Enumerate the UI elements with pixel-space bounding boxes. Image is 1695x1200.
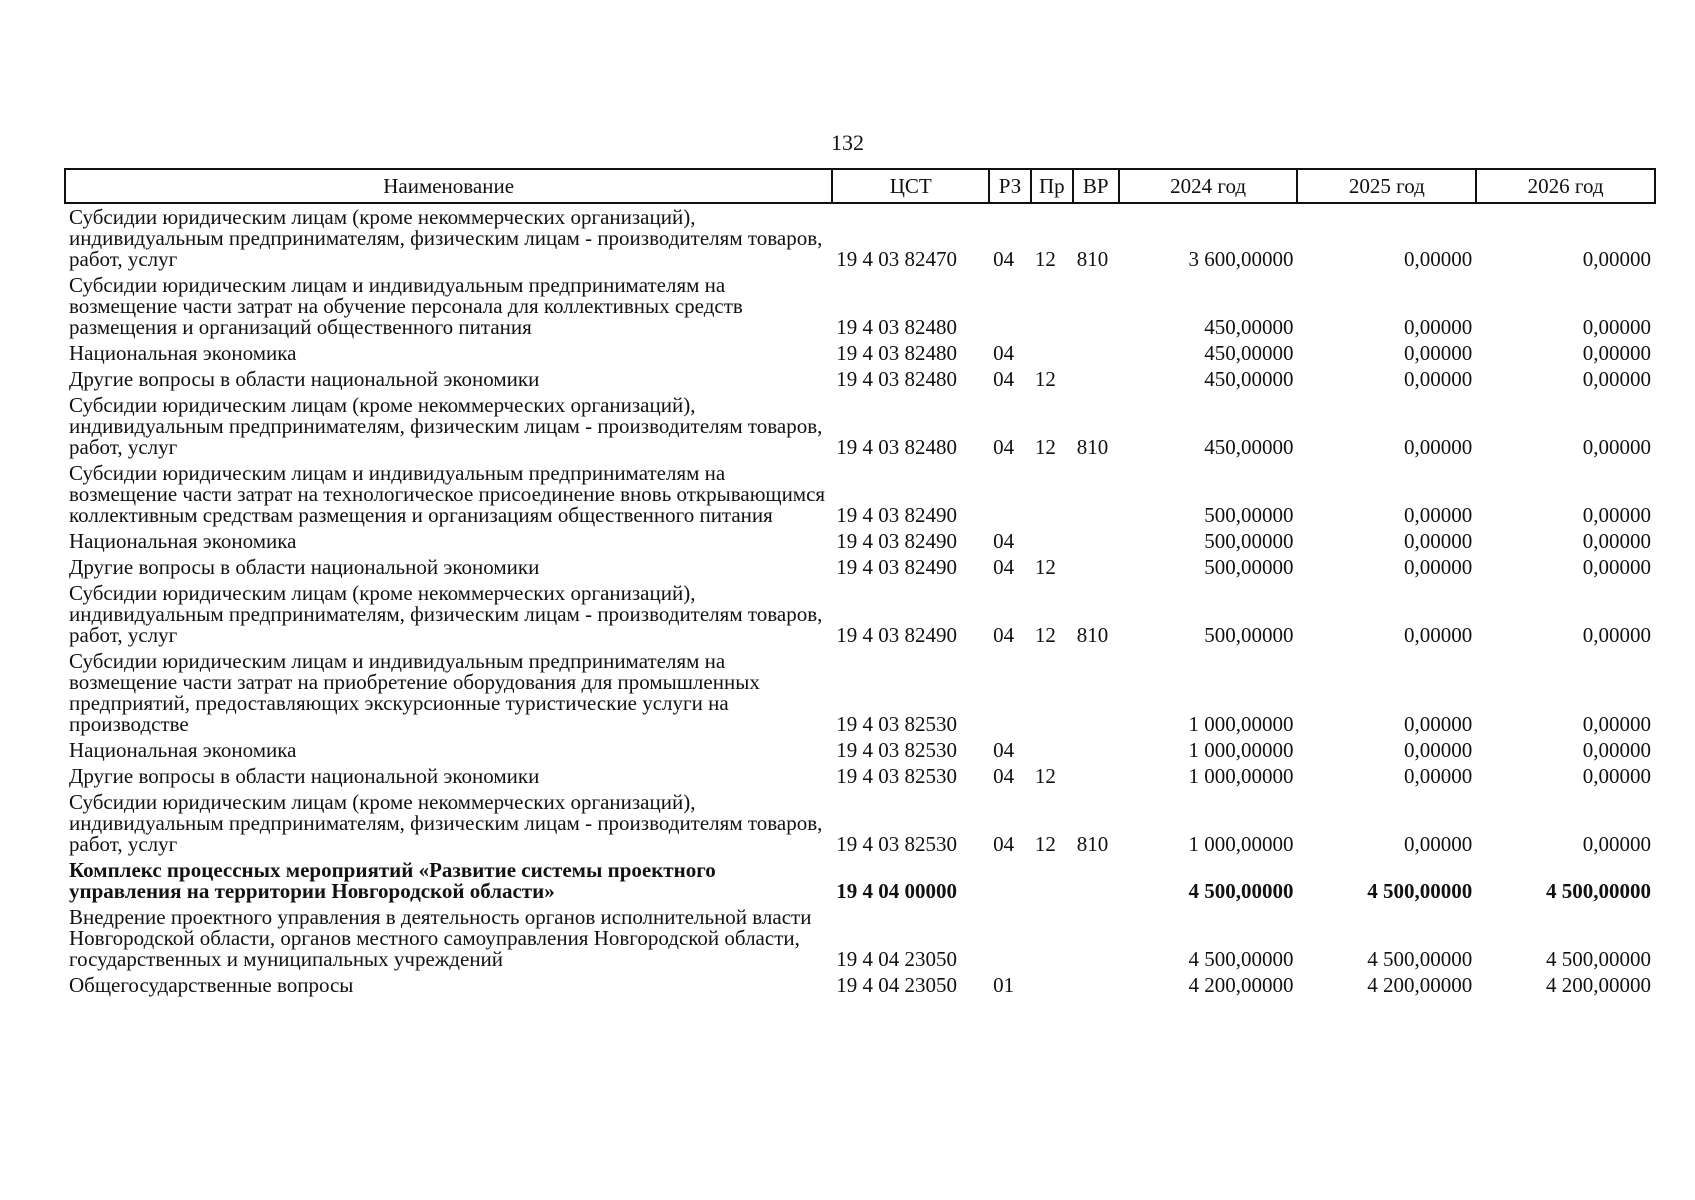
row-name: Национальная экономика (69, 529, 297, 553)
row-rz-code (989, 857, 1031, 904)
row-name: Национальная экономика (69, 738, 297, 762)
row-cst-code: 19 4 03 82490 (836, 555, 958, 579)
table-row (65, 737, 1655, 763)
row-vr-code (1073, 648, 1119, 737)
column-header-2025: 2025 год (1297, 169, 1476, 203)
row-amount-2024: 500,00000 (1204, 529, 1294, 553)
table-row (65, 460, 1655, 528)
row-cst-code: 19 4 03 82530 (836, 764, 958, 788)
row-amount-2026: 0,00000 (1582, 738, 1651, 762)
row-cst-code: 19 4 03 82480 (836, 341, 958, 365)
row-name: Общегосударственные вопросы (69, 973, 354, 997)
table-row (65, 857, 1655, 904)
table-row (65, 648, 1655, 737)
row-amount-2024: 4 200,00000 (1188, 973, 1294, 997)
row-vr-code (1073, 272, 1119, 340)
row-name: Субсидии юридическим лицам (кроме некоммерческих организаций), индивидуальным предпринимателям, физическим лицам - производителям товаров, работ, услуг (69, 790, 823, 856)
table-row (65, 528, 1655, 554)
row-name: Субсидии юридическим лицам (кроме некоммерческих организаций), индивидуальным предпринимателям, физическим лицам - производителям товаров, работ, услуг (69, 581, 823, 647)
row-cst-code: 19 4 03 82480 (836, 435, 958, 459)
row-cst-code: 19 4 03 82490 (836, 503, 958, 527)
row-name: Субсидии юридическим лицам и индивидуальным предпринимателям на возмещение части затрат на приобретение оборудования для промышленных предприятий, предоставляющих экскурсионные туристические услуги на производстве (69, 649, 760, 736)
column-header-name: Наименование (65, 169, 832, 203)
row-pr-code: 12 (1034, 555, 1056, 579)
row-amount-2026: 0,00000 (1582, 503, 1651, 527)
row-pr-code (1031, 737, 1073, 763)
row-amount-2024: 500,00000 (1204, 503, 1294, 527)
row-rz-code: 04 (993, 623, 1015, 647)
row-amount-2025: 0,00000 (1403, 367, 1473, 391)
row-pr-code: 12 (1034, 764, 1056, 788)
row-cst-code: 19 4 03 82480 (836, 315, 958, 339)
row-cst-code: 19 4 04 00000 (836, 879, 958, 903)
table-row (65, 203, 1655, 272)
row-amount-2026: 0,00000 (1582, 341, 1651, 365)
row-amount-2025: 4 500,00000 (1367, 879, 1473, 903)
row-name: Национальная экономика (69, 341, 297, 365)
row-pr-code (1031, 904, 1073, 972)
row-rz-code: 04 (993, 247, 1015, 271)
row-pr-code: 12 (1034, 623, 1056, 647)
row-vr-code: 810 (1076, 832, 1109, 856)
row-rz-code: 04 (993, 764, 1015, 788)
row-name: Комплекс процессных мероприятий «Развитие системы проектного управления на территории Новгородской области» (69, 858, 716, 903)
row-pr-code (1031, 272, 1073, 340)
row-cst-code: 19 4 03 82470 (836, 247, 958, 271)
row-vr-code (1073, 763, 1119, 789)
table-row (65, 554, 1655, 580)
row-amount-2025: 4 500,00000 (1367, 947, 1473, 971)
row-amount-2025: 0,00000 (1403, 832, 1473, 856)
row-name: Внедрение проектного управления в деятельность органов исполнительной власти Новгородской области, органов местного самоуправления Новгородской области, государственных и муниципальных учреждений (69, 905, 812, 971)
row-cst-code: 19 4 03 82530 (836, 832, 958, 856)
row-rz-code: 04 (993, 341, 1015, 365)
row-amount-2026: 0,00000 (1582, 367, 1651, 391)
row-cst-code: 19 4 03 82490 (836, 623, 958, 647)
row-vr-code (1073, 554, 1119, 580)
row-amount-2025: 0,00000 (1403, 341, 1473, 365)
row-rz-code: 04 (993, 529, 1015, 553)
row-amount-2025: 0,00000 (1403, 712, 1473, 736)
row-amount-2026: 0,00000 (1582, 623, 1651, 647)
row-amount-2025: 0,00000 (1403, 315, 1473, 339)
row-pr-code: 12 (1034, 832, 1056, 856)
row-amount-2024: 450,00000 (1204, 367, 1294, 391)
table-row (65, 392, 1655, 460)
row-vr-code (1073, 528, 1119, 554)
row-rz-code (989, 904, 1031, 972)
row-rz-code: 04 (993, 367, 1015, 391)
row-cst-code: 19 4 03 82480 (836, 367, 958, 391)
row-amount-2025: 0,00000 (1403, 503, 1473, 527)
row-amount-2026: 0,00000 (1582, 529, 1651, 553)
column-header-2026: 2026 год (1476, 169, 1655, 203)
table-row (65, 904, 1655, 972)
table-row (65, 272, 1655, 340)
row-amount-2024: 450,00000 (1204, 341, 1294, 365)
row-name: Другие вопросы в области национальной экономики (69, 555, 540, 579)
row-vr-code (1073, 972, 1119, 998)
row-pr-code (1031, 460, 1073, 528)
budget-table (64, 168, 1656, 998)
row-amount-2026: 0,00000 (1582, 712, 1651, 736)
row-pr-code (1031, 857, 1073, 904)
row-amount-2025: 0,00000 (1403, 435, 1473, 459)
column-header-2024: 2024 год (1119, 169, 1298, 203)
row-pr-code: 12 (1034, 367, 1056, 391)
table-row (65, 763, 1655, 789)
page-number: 132 (831, 130, 864, 155)
row-amount-2024: 450,00000 (1204, 315, 1294, 339)
row-cst-code: 19 4 04 23050 (836, 973, 958, 997)
row-cst-code: 19 4 03 82490 (836, 529, 958, 553)
row-name: Субсидии юридическим лицам и индивидуальным предпринимателям на возмещение части затрат на технологическое присоединение вновь открывающимся коллективным средствам размещения и организациям общественного питания (69, 461, 826, 527)
row-name: Другие вопросы в области национальной экономики (69, 367, 540, 391)
row-name: Другие вопросы в области национальной экономики (69, 764, 540, 788)
row-vr-code: 810 (1076, 623, 1109, 647)
row-amount-2026: 0,00000 (1582, 435, 1651, 459)
row-amount-2025: 4 200,00000 (1367, 973, 1473, 997)
row-vr-code (1073, 737, 1119, 763)
column-header-vr: ВР (1073, 169, 1119, 203)
row-amount-2024: 1 000,00000 (1188, 764, 1294, 788)
row-amount-2026: 0,00000 (1582, 764, 1651, 788)
table-header-row (65, 169, 1655, 203)
row-amount-2024: 500,00000 (1204, 623, 1294, 647)
row-amount-2026: 4 500,00000 (1546, 879, 1651, 903)
row-amount-2024: 4 500,00000 (1188, 879, 1294, 903)
table-row (65, 366, 1655, 392)
row-rz-code: 01 (993, 973, 1015, 997)
row-vr-code (1073, 366, 1119, 392)
row-pr-code: 12 (1034, 247, 1056, 271)
row-amount-2024: 1 000,00000 (1188, 712, 1294, 736)
row-vr-code (1073, 857, 1119, 904)
row-rz-code (989, 460, 1031, 528)
row-vr-code: 810 (1076, 435, 1109, 459)
row-vr-code (1073, 460, 1119, 528)
row-rz-code: 04 (993, 435, 1015, 459)
row-rz-code: 04 (993, 738, 1015, 762)
table-row (65, 580, 1655, 648)
row-amount-2024: 1 000,00000 (1188, 738, 1294, 762)
row-rz-code: 04 (993, 832, 1015, 856)
table-row (65, 972, 1655, 998)
row-cst-code: 19 4 03 82530 (836, 738, 958, 762)
row-amount-2025: 0,00000 (1403, 247, 1473, 271)
row-amount-2024: 3 600,00000 (1188, 247, 1294, 271)
column-header-rz: РЗ (989, 169, 1031, 203)
row-amount-2026: 0,00000 (1582, 832, 1651, 856)
row-rz-code (989, 272, 1031, 340)
row-name: Субсидии юридическим лицам (кроме некоммерческих организаций), индивидуальным предпринимателям, физическим лицам - производителям товаров, работ, услуг (69, 205, 823, 271)
row-pr-code (1031, 340, 1073, 366)
row-pr-code (1031, 648, 1073, 737)
table-body (65, 203, 1655, 998)
row-amount-2026: 0,00000 (1582, 247, 1651, 271)
row-amount-2025: 0,00000 (1403, 529, 1473, 553)
row-amount-2024: 450,00000 (1204, 435, 1294, 459)
row-vr-code: 810 (1076, 247, 1109, 271)
row-pr-code (1031, 972, 1073, 998)
row-pr-code: 12 (1034, 435, 1056, 459)
row-amount-2026: 4 500,00000 (1546, 947, 1651, 971)
row-cst-code: 19 4 04 23050 (836, 947, 958, 971)
row-cst-code: 19 4 03 82530 (836, 712, 958, 736)
row-amount-2025: 0,00000 (1403, 555, 1473, 579)
table-row (65, 340, 1655, 366)
row-vr-code (1073, 904, 1119, 972)
row-amount-2025: 0,00000 (1403, 738, 1473, 762)
row-name: Субсидии юридическим лицам и индивидуальным предпринимателям на возмещение части затрат на обучение персонала для коллективных средств размещения и организаций общественного питания (69, 273, 743, 339)
row-rz-code (989, 648, 1031, 737)
row-amount-2026: 0,00000 (1582, 315, 1651, 339)
column-header-pr: Пр (1031, 169, 1073, 203)
row-name: Субсидии юридическим лицам (кроме некоммерческих организаций), индивидуальным предпринимателям, физическим лицам - производителям товаров, работ, услуг (69, 393, 823, 459)
row-pr-code (1031, 528, 1073, 554)
row-amount-2025: 0,00000 (1403, 764, 1473, 788)
row-rz-code: 04 (993, 555, 1015, 579)
column-header-cst: ЦСТ (832, 169, 989, 203)
row-vr-code (1073, 340, 1119, 366)
row-amount-2024: 4 500,00000 (1188, 947, 1294, 971)
table-row (65, 789, 1655, 857)
row-amount-2024: 1 000,00000 (1188, 832, 1294, 856)
row-amount-2026: 4 200,00000 (1546, 973, 1651, 997)
row-amount-2025: 0,00000 (1403, 623, 1473, 647)
row-amount-2024: 500,00000 (1204, 555, 1294, 579)
row-amount-2026: 0,00000 (1582, 555, 1651, 579)
